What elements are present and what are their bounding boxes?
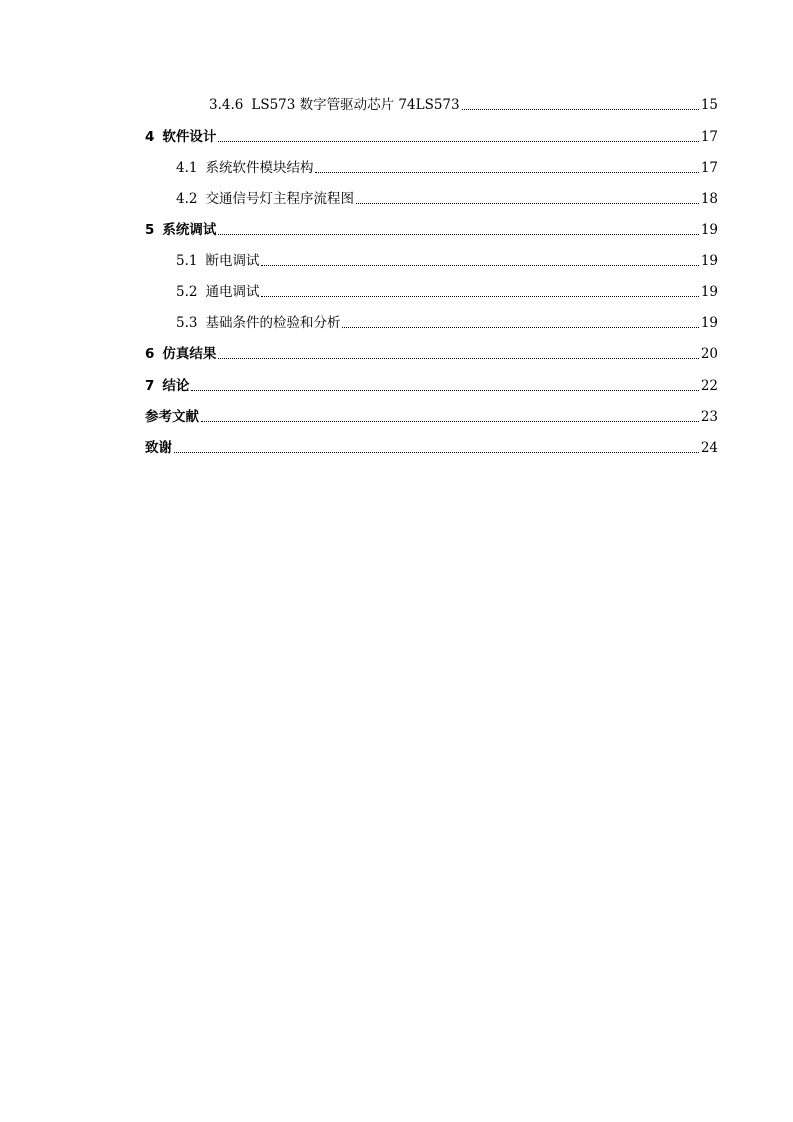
toc-entry-number: 4.2 xyxy=(176,191,198,207)
toc-entry-number: 7 xyxy=(145,378,155,394)
toc-entry-label: 结论 xyxy=(162,378,190,394)
toc-entry-4[interactable] xyxy=(0,127,718,147)
toc-dot-leader xyxy=(356,202,699,204)
toc-page-number: 17 xyxy=(700,160,718,176)
toc-page-number: 18 xyxy=(700,191,718,207)
toc-dot-leader xyxy=(174,451,699,453)
toc-entry-number: 5.1 xyxy=(176,253,198,269)
toc-entry-label: 致谢 xyxy=(145,440,172,456)
toc-dot-leader xyxy=(191,389,698,391)
toc-dot-leader xyxy=(218,233,698,235)
toc-entry-label: 通电调试 xyxy=(205,284,260,300)
toc-entry-4-1[interactable] xyxy=(0,158,718,178)
toc-entry-label: 仿真结果 xyxy=(162,346,217,362)
toc-entry-label: 系统软件模块结构 xyxy=(205,160,314,176)
toc-entry-label: 基础条件的检验和分析 xyxy=(205,315,341,331)
toc-entry-label: LS573 数字管驱动芯片 74LS573 xyxy=(251,97,460,113)
toc-dot-leader xyxy=(342,326,698,328)
toc-dot-leader xyxy=(261,295,698,297)
toc-entry-label: 软件设计 xyxy=(162,129,217,145)
toc-page-number: 17 xyxy=(700,129,718,145)
toc-page-number: 19 xyxy=(700,315,718,331)
toc-entry-5-1[interactable] xyxy=(0,251,718,271)
toc-entry-number: 4.1 xyxy=(176,160,198,176)
toc-page-number: 23 xyxy=(700,409,718,425)
toc-entry-number: 5 xyxy=(145,222,155,238)
toc-page-number: 24 xyxy=(700,440,718,456)
toc-dot-leader xyxy=(218,357,698,359)
toc-page-number: 19 xyxy=(700,222,718,238)
toc-dot-leader xyxy=(315,171,698,173)
toc-page-number: 22 xyxy=(700,378,718,394)
toc-entry-label: 参考文献 xyxy=(145,409,199,425)
toc-dot-leader xyxy=(261,264,698,266)
toc-entry-label: 断电调试 xyxy=(205,253,260,269)
toc-entry-4-2[interactable] xyxy=(0,189,718,209)
toc-entry-references[interactable] xyxy=(0,407,718,427)
toc-entry-number: 5.2 xyxy=(176,284,198,300)
toc-entry-7[interactable] xyxy=(0,376,718,396)
toc-entry-6[interactable] xyxy=(0,344,718,364)
toc-entry-acknowledgements[interactable] xyxy=(0,438,718,458)
toc-entry-5-2[interactable] xyxy=(0,282,718,302)
toc-entry-3-4-6[interactable] xyxy=(0,95,718,115)
toc-entry-5-3[interactable] xyxy=(0,313,718,333)
toc-dot-leader xyxy=(218,140,698,142)
toc-page-number: 20 xyxy=(700,346,718,362)
toc-page-number: 19 xyxy=(700,284,718,300)
toc-page-number: 15 xyxy=(700,97,718,113)
toc-entry-label: 交通信号灯主程序流程图 xyxy=(205,191,354,207)
toc-entry-5[interactable] xyxy=(0,220,718,240)
toc-entry-number: 3.4.6 xyxy=(209,97,244,113)
toc-page-number: 19 xyxy=(700,253,718,269)
toc-entry-label: 系统调试 xyxy=(162,222,217,238)
toc-dot-leader xyxy=(462,108,699,110)
toc-entry-number: 6 xyxy=(145,346,155,362)
toc-dot-leader xyxy=(201,420,699,422)
toc-entry-number: 5.3 xyxy=(176,315,198,331)
toc-entry-number: 4 xyxy=(145,129,155,145)
